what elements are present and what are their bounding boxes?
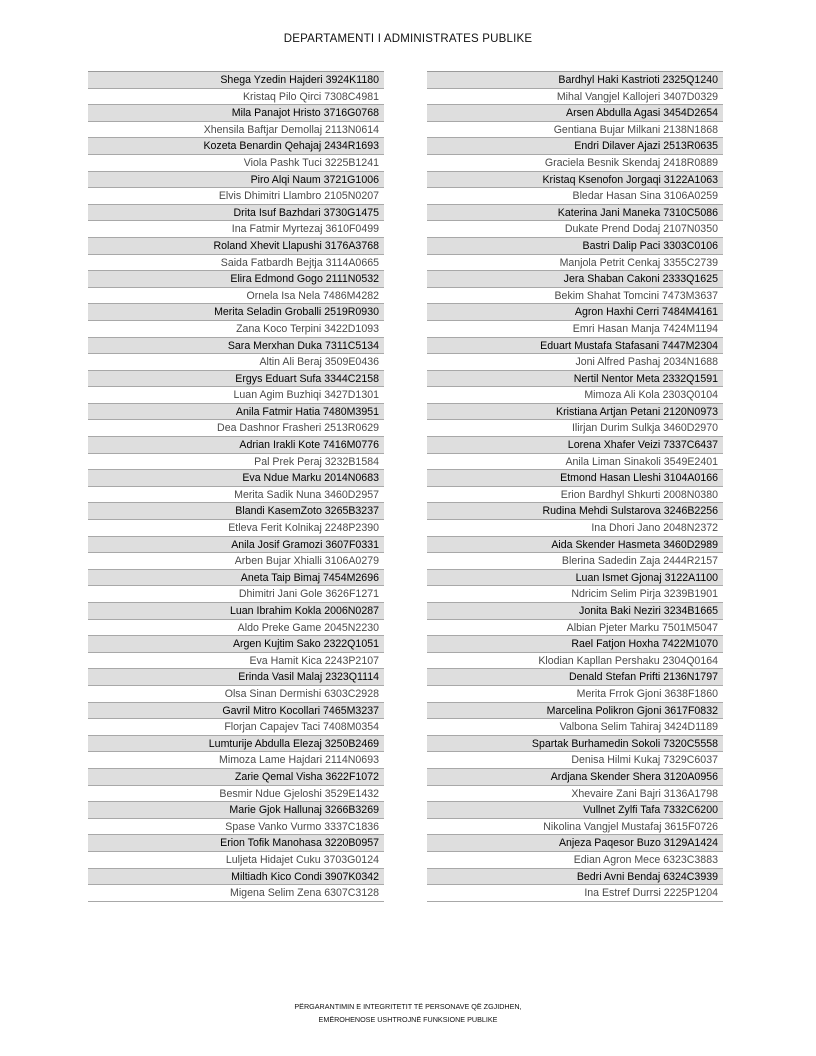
list-item: Anila Josif Gramozi 3607F0331 [88,537,384,554]
list-item: Drita Isuf Bazhdari 3730G1475 [88,205,384,222]
list-item: Kristaq Ksenofon Jorgaqi 3122A1063 [427,172,723,189]
list-item: Arben Bujar Xhialli 3106A0279 [88,553,384,570]
list-item: Lumturije Abdulla Elezaj 3250B2469 [88,736,384,753]
list-item: Emri Hasan Manja 7424M1194 [427,321,723,338]
list-item: Mihal Vangjel Kallojeri 3407D0329 [427,89,723,106]
footer-line-1: PËRGARANTIMIN E INTEGRITETIT TË PERSONAVE QË ZGJIDHEN, [294,1002,522,1011]
list-item: Spase Vanko Vurmo 3337C1836 [88,819,384,836]
list-item: Elira Edmond Gogo 2111N0532 [88,271,384,288]
list-item: Nertil Nentor Meta 2332Q1591 [427,371,723,388]
list-item: Aldo Preke Game 2045N2230 [88,620,384,637]
list-item: Vullnet Zylfi Tafa 7332C6200 [427,802,723,819]
list-item: Piro Alqi Naum 3721G1006 [88,172,384,189]
list-item: Ilirjan Durim Sulkja 3460D2970 [427,420,723,437]
list-item: Bedri Avni Bendaj 6324C3939 [427,869,723,886]
list-item: Etmond Hasan Lleshi 3104A0166 [427,470,723,487]
list-item: Blerina Sadedin Zaja 2444R2157 [427,553,723,570]
list-item: Edian Agron Mece 6323C3883 [427,852,723,869]
list-item: Joni Alfred Pashaj 2034N1688 [427,354,723,371]
list-item: Merita Sadik Nuna 3460D2957 [88,487,384,504]
list-item: Mimoza Lame Hajdari 2114N0693 [88,752,384,769]
list-item: Merita Frrok Gjoni 3638F1860 [427,686,723,703]
list-item: Erion Bardhyl Shkurti 2008N0380 [427,487,723,504]
list-item: Ina Estref Durrsi 2225P1204 [427,885,723,902]
list-item: Rudina Mehdi Sulstarova 3246B2256 [427,503,723,520]
list-item: Kozeta Benardin Qehajaj 2434R1693 [88,138,384,155]
list-item: Anila Fatmir Hatia 7480M3951 [88,404,384,421]
list-item: Ardjana Skender Shera 3120A0956 [427,769,723,786]
list-item: Saida Fatbardh Bejtja 3114A0665 [88,255,384,272]
list-item: Luan Agim Buzhiqi 3427D1301 [88,387,384,404]
list-item: Luan Ibrahim Kokla 2006N0287 [88,603,384,620]
list-item: Dhimitri Jani Gole 3626F1271 [88,586,384,603]
list-item: Viola Pashk Tuci 3225B1241 [88,155,384,172]
list-item: Jera Shaban Cakoni 2333Q1625 [427,271,723,288]
right-name-column [427,71,723,902]
list-item: Merita Seladin Groballi 2519R0930 [88,304,384,321]
list-item: Migena Selim Zena 6307C3128 [88,885,384,902]
list-item: Adrian Irakli Kote 7416M0776 [88,437,384,454]
list-item: Luljeta Hidajet Cuku 3703G0124 [88,852,384,869]
list-item: Denisa Hilmi Kukaj 7329C6037 [427,752,723,769]
list-item: Bardhyl Haki Kastrioti 2325Q1240 [427,72,723,89]
list-item: Blandi KasemZoto 3265B3237 [88,503,384,520]
list-item: Altin Ali Beraj 3509E0436 [88,354,384,371]
list-item: Graciela Besnik Skendaj 2418R0889 [427,155,723,172]
list-item: Dukate Prend Dodaj 2107N0350 [427,221,723,238]
list-item: Eduart Mustafa Stafasani 7447M2304 [427,338,723,355]
list-item: Ina Dhori Jano 2048N2372 [427,520,723,537]
page-footer [0,1000,816,1026]
list-item: Nikolina Vangjel Mustafaj 3615F0726 [427,819,723,836]
list-item: Roland Xhevit Llapushi 3176A3768 [88,238,384,255]
list-item: Aneta Taip Bimaj 7454M2696 [88,570,384,587]
list-item: Mila Panajot Hristo 3716G0768 [88,105,384,122]
list-item: Aida Skender Hasmeta 3460D2989 [427,537,723,554]
list-item: Xhensila Baftjar Demollaj 2113N0614 [88,122,384,139]
list-item: Dea Dashnor Frasheri 2513R0629 [88,420,384,437]
list-item: Zarie Qemal Visha 3622F1072 [88,769,384,786]
list-item: Etleva Ferit Kolnikaj 2248P2390 [88,520,384,537]
list-item: Ornela Isa Nela 7486M4282 [88,288,384,305]
list-item: Rael Fatjon Hoxha 7422M1070 [427,636,723,653]
list-item: Lorena Xhafer Veizi 7337C6437 [427,437,723,454]
list-item: Miltiadh Kico Condi 3907K0342 [88,869,384,886]
list-item: Gavril Mitro Kocollari 7465M3237 [88,703,384,720]
list-item: Manjola Petrit Cenkaj 3355C2739 [427,255,723,272]
list-item: Xhevaire Zani Bajri 3136A1798 [427,786,723,803]
list-item: Sara Merxhan Duka 7311C5134 [88,338,384,355]
footer-line-2: EMËROHENOSE USHTROJNË FUNKSIONE PUBLIKE [318,1015,498,1024]
list-item: Erion Tofik Manohasa 3220B0957 [88,835,384,852]
list-item: Marcelina Polikron Gjoni 3617F0832 [427,703,723,720]
list-item: Pal Prek Peraj 3232B1584 [88,454,384,471]
list-item: Jonita Baki Neziri 3234B1665 [427,603,723,620]
list-item: Eva Ndue Marku 2014N0683 [88,470,384,487]
list-item: Anjeza Paqesor Buzo 3129A1424 [427,835,723,852]
list-item: Shega Yzedin Hajderi 3924K1180 [88,72,384,89]
list-item: Endri Dilaver Ajazi 2513R0635 [427,138,723,155]
list-item: Valbona Selim Tahiraj 3424D1189 [427,719,723,736]
list-item: Arsen Abdulla Agasi 3454D2654 [427,105,723,122]
list-item: Mimoza Ali Kola 2303Q0104 [427,387,723,404]
list-item: Marie Gjok Hallunaj 3266B3269 [88,802,384,819]
list-item: Argen Kujtim Sako 2322Q1051 [88,636,384,653]
list-item: Albian Pjeter Marku 7501M5047 [427,620,723,637]
list-item: Anila Liman Sinakoli 3549E2401 [427,454,723,471]
list-item: Olsa Sinan Dermishi 6303C2928 [88,686,384,703]
list-item: Kristiana Artjan Petani 2120N0973 [427,404,723,421]
list-item: Elvis Dhimitri Llambro 2105N0207 [88,188,384,205]
list-item: Eva Hamit Kica 2243P2107 [88,653,384,670]
list-item: Florjan Capajev Taci 7408M0354 [88,719,384,736]
list-item: Zana Koco Terpini 3422D1093 [88,321,384,338]
list-item: Agron Haxhi Cerri 7484M4161 [427,304,723,321]
list-item: Spartak Burhamedin Sokoli 7320C5558 [427,736,723,753]
list-item: Denald Stefan Prifti 2136N1797 [427,669,723,686]
list-item: Kristaq Pilo Qirci 7308C4981 [88,89,384,106]
list-item: Bledar Hasan Sina 3106A0259 [427,188,723,205]
list-item: Bastri Dalip Paci 3303C0106 [427,238,723,255]
page-title: DEPARTAMENTI I ADMINISTRATES PUBLIKE [283,33,533,45]
list-item: Ergys Eduart Sufa 3344C2158 [88,371,384,388]
list-item: Ina Fatmir Myrtezaj 3610F0499 [88,221,384,238]
list-item: Luan Ismet Gjonaj 3122A1100 [427,570,723,587]
list-item: Besmir Ndue Gjeloshi 3529E1432 [88,786,384,803]
list-item: Bekim Shahat Tomcini 7473M3637 [427,288,723,305]
list-item: Gentiana Bujar Milkani 2138N1868 [427,122,723,139]
list-item: Klodian Kapllan Pershaku 2304Q0164 [427,653,723,670]
list-item: Katerina Jani Maneka 7310C5086 [427,205,723,222]
list-item: Ndricim Selim Pirja 3239B1901 [427,586,723,603]
left-name-column [88,71,384,902]
list-item: Erinda Vasil Malaj 2323Q1114 [88,669,384,686]
